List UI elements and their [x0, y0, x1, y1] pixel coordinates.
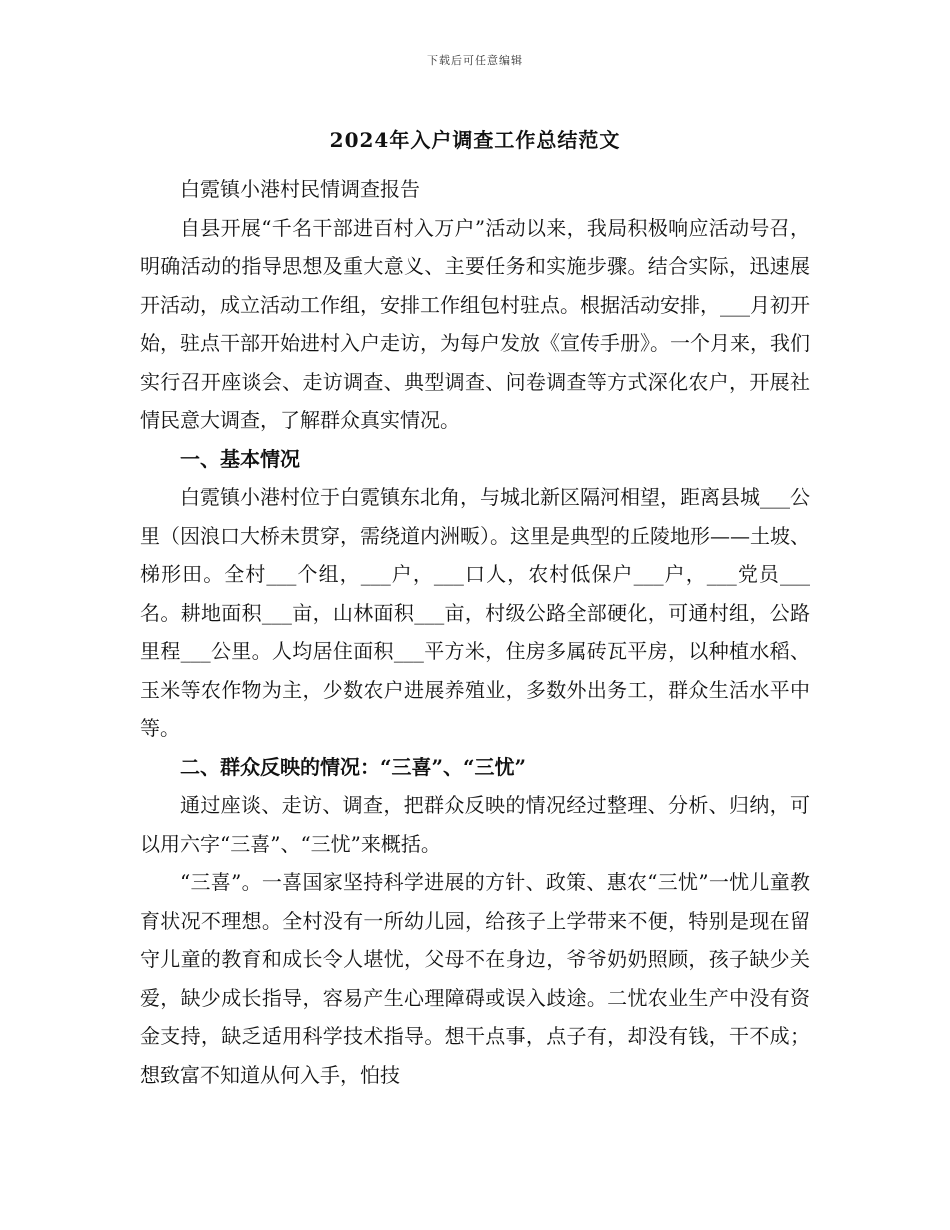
intro-paragraph: 自县开展“千名干部进百村入万户”活动以来，我局积极响应活动号召，明确活动的指导思想及重大意义、主要任务和实施步骤。结合实际，迅速展开活动，成立活动工作组，安排工作组包村驻点。根据活动安排，___月初开始，驻点干部开始进村入户走访，为每户发放《宣传手册》。一个月来，我们实行召开座谈会、走访调查、典型调查、问卷调查等方式深化农户，开展社情民意大调查，了解群众真实情况。: [140, 215, 810, 432]
feedback-summary-paragraph: 通过座谈、走访、调查，把群众反映的情况经过整理、分析、归纳，可以用六字“三喜”、“三忧”来概括。: [140, 793, 810, 856]
page-header-note: 下载后可任意编辑: [427, 54, 523, 67]
section-heading-public-feedback: 二、群众反映的情况：“三喜”、“三忧”: [180, 754, 527, 779]
joys-worries-paragraph: “三喜”。一喜国家坚持科学进展的方针、政策、惠农“三忧”一忧儿童教育状况不理想。全村没有一所幼儿园，给孩子上学带来不便，特别是现在留守儿童的教育和成长令人堪忧，父母不在身边，爷爷奶奶照顾，孩子缺少关爱，缺少成长指导，容易产生心理障碍或误入歧途。二忧农业生产中没有资金支持，缺乏适用科学技术指导。想干点事，点子有，却没有钱，干不成；想致富不知道从何入手，怕技: [140, 870, 810, 1087]
basic-situation-paragraph: 白霓镇小港村位于白霓镇东北角，与城北新区隔河相望，距离县城___公里（因浪口大桥未贯穿，需绕道内洲畈）。这里是典型的丘陵地形——土坡、梯形田。全村___个组，___户，___口人，农村低保户___户，___党员___名。耕地面积___亩，山林面积___亩，村级公路全部硬化，可通村组，公路里程___公里。人均居住面积___平方米，住房多属砖瓦平房，以种植水稻、玉米等农作物为主，少数农户进展养殖业，多数外出务工，群众生活水平中等。: [140, 485, 810, 740]
section-heading-basic-situation: 一、基本情况: [180, 446, 300, 471]
document-body: [140, 170, 810, 1094]
report-subtitle-paragraph: 白霓镇小港村民情调查报告: [180, 177, 420, 201]
document-title: 2024年入户调查工作总结范文: [329, 128, 621, 152]
